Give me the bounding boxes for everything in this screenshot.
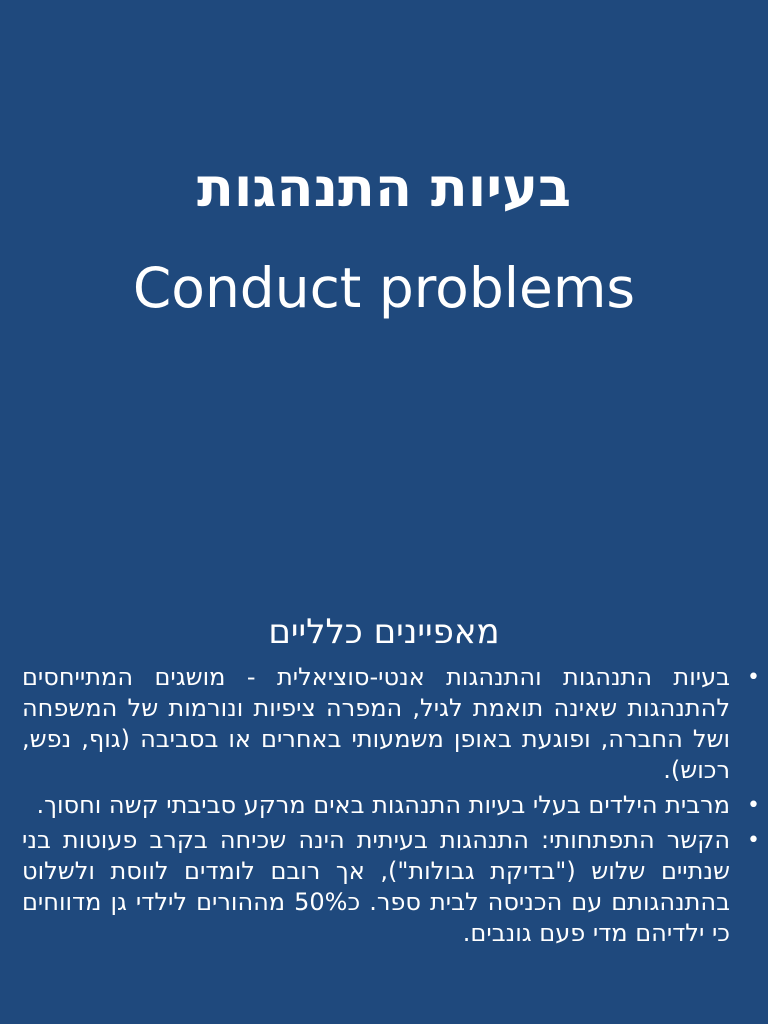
bullet-list <box>22 662 760 953</box>
bullet-item-development <box>22 825 760 949</box>
bullet-text: הקשר התפתחותי: התנהגות בעיתית הינה שכיחה בקרב פעוטות בני שנתיים שלוש ("בדיקת גבולות"), אך רובם לומדים לווסת ולשלוט בהתנהגותם עם הכניסה לבית ספר. כ50% מההורים לילדי גן מדווחים כי ילדיהם מדי פעם גונבים. <box>22 826 730 947</box>
bullet-item-definition <box>22 662 760 786</box>
bullet-text: מרבית הילדים בעלי בעיות התנהגות באים מרקע סביבתי קשה וחסוך. <box>36 791 730 819</box>
bullet-icon: • <box>747 665 760 690</box>
content-slide <box>0 576 768 1024</box>
bullet-text: בעיות התנהגות והתנהגות אנטי-סוציאלית - מושגים המתייחסים להתנהגות שאינה תואמת לגיל, המפרה ציפיות ונורמות של המשפחה ושל החברה, ופוגעת באופן משמעותי באחרים או בסביבה (גוף, נפש, רכוש). <box>22 663 730 784</box>
bullet-icon: • <box>747 793 760 818</box>
bullet-item-background <box>22 790 760 821</box>
slide-title-english: Conduct problems <box>132 256 636 320</box>
bullet-icon: • <box>747 828 760 853</box>
section-title: מאפיינים כלליים <box>268 612 500 652</box>
slide-title-hebrew: בעיות התנהגות <box>196 156 572 219</box>
